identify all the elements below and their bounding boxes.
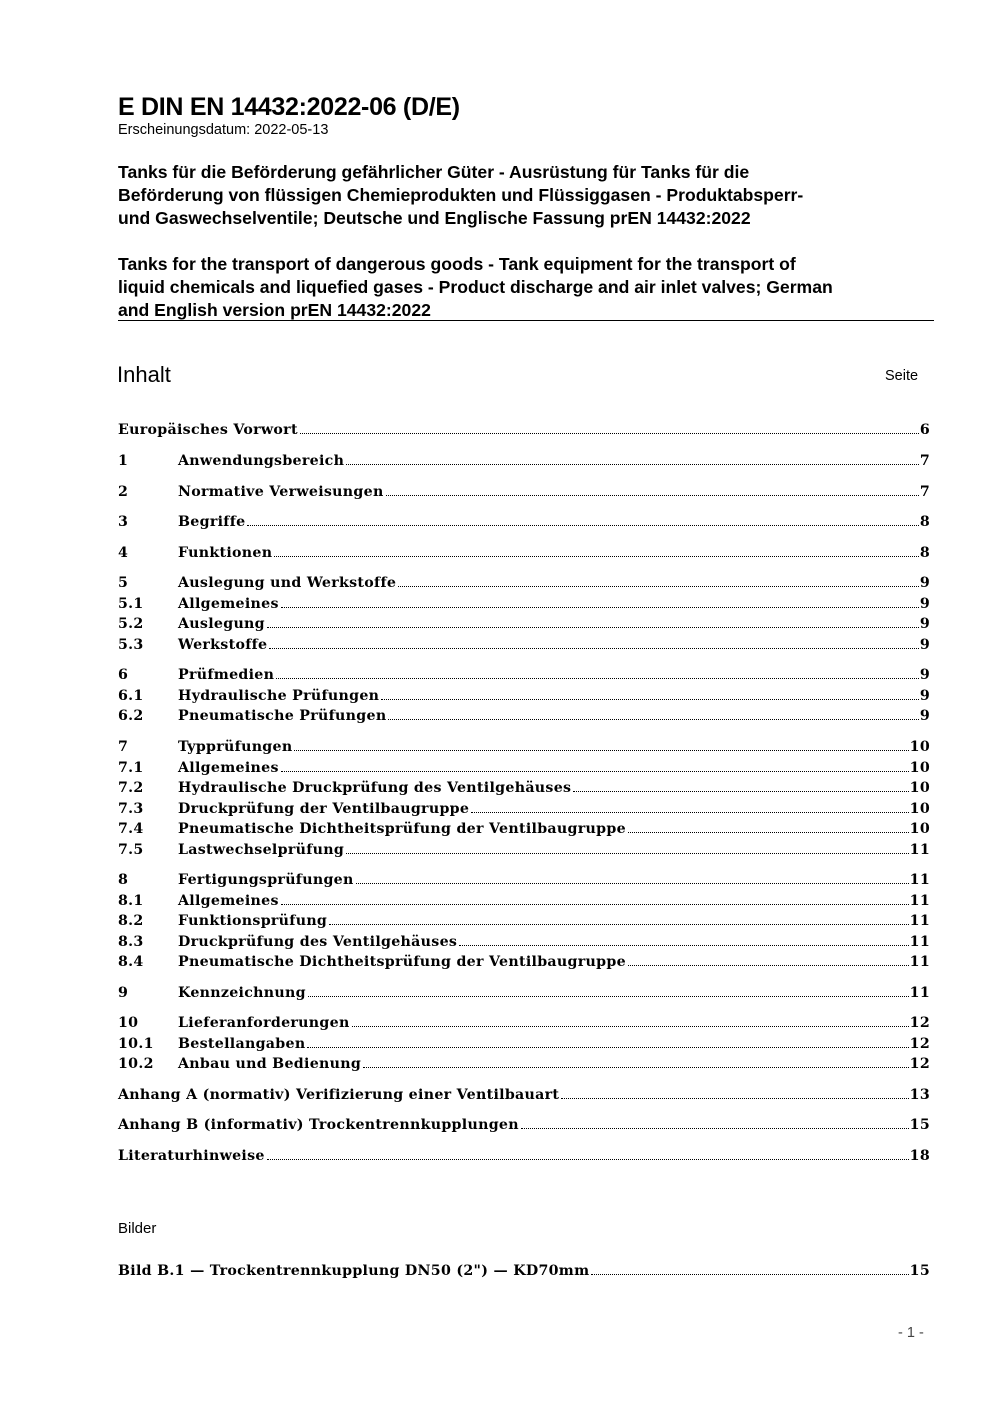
title-german	[118, 161, 938, 230]
toc-dot-leader	[356, 883, 909, 884]
figure-dot-leader	[591, 1274, 908, 1275]
toc-entry-page: 13	[909, 1087, 930, 1103]
toc-entry-title: Kennzeichnung	[178, 985, 306, 1001]
toc-entry-title: Allgemeines	[178, 893, 279, 909]
toc-entry[interactable]	[118, 447, 930, 469]
toc-entry-title: Allgemeines	[178, 760, 279, 776]
toc-entry[interactable]	[118, 887, 930, 909]
toc-entry-title: Druckprüfung der Ventilbaugruppe	[178, 801, 470, 817]
toc-entry-page: 11	[909, 893, 930, 909]
title-divider	[118, 320, 934, 321]
publication-date: Erscheinungsdatum: 2022-05-13	[118, 122, 329, 138]
toc-heading: Inhalt	[117, 362, 171, 387]
toc-entry-title: Typprüfungen	[178, 739, 293, 755]
toc-entry[interactable]	[118, 774, 930, 796]
toc-dot-leader	[281, 904, 909, 905]
toc-dot-leader	[267, 627, 919, 628]
toc-entry[interactable]	[118, 702, 930, 724]
toc-entry-number: 7	[118, 739, 129, 755]
toc-entry-page: 10	[909, 821, 930, 837]
toc-entry-title: Begriffe	[178, 514, 246, 530]
toc-entry[interactable]	[118, 416, 930, 438]
toc-dot-leader	[471, 812, 908, 813]
toc-entry-number: 7.2	[118, 780, 144, 796]
toc-dot-leader	[386, 495, 919, 496]
toc-entry[interactable]	[118, 508, 930, 530]
title-english-line: Tanks for the transport of dangerous goods - Tank equipment for the transport of	[118, 254, 796, 274]
toc-entry[interactable]	[118, 1009, 930, 1031]
toc-dot-leader	[521, 1128, 909, 1129]
toc-entry-title: Hydraulische Prüfungen	[178, 688, 380, 704]
toc-entry-number: 6.1	[118, 688, 144, 704]
toc-entry-title: Lieferanforderungen	[178, 1015, 350, 1031]
toc-entry[interactable]	[118, 661, 930, 683]
toc-entry-number: 2	[118, 484, 129, 500]
toc-entry[interactable]	[118, 733, 930, 755]
toc-entry-title: Pneumatische Prüfungen	[178, 708, 387, 724]
title-english-line: liquid chemicals and liquefied gases - Product discharge and air inlet valves; German	[118, 277, 833, 297]
title-english-line: and English version prEN 14432:2022	[118, 300, 431, 320]
toc-entry-page: 11	[909, 934, 930, 950]
toc-dot-leader	[294, 750, 908, 751]
toc-dot-leader	[346, 853, 909, 854]
toc-entry[interactable]	[118, 754, 930, 776]
toc-entry-page: 11	[909, 872, 930, 888]
toc-entry-page: 9	[919, 708, 930, 724]
toc-entry-title: Pneumatische Dichtheitsprüfung der Ventilbaugruppe	[178, 821, 626, 837]
toc-entry[interactable]	[118, 539, 930, 561]
toc-entry[interactable]	[118, 948, 930, 970]
toc-entry[interactable]	[118, 1111, 930, 1133]
toc-entry-number: 5.2	[118, 616, 144, 632]
toc-entry-title: Hydraulische Druckprüfung des Ventilgehäuses	[178, 780, 572, 796]
toc-dot-leader	[274, 556, 918, 557]
toc-page-column-label: Seite	[885, 368, 919, 384]
toc-entry-number: 7.3	[118, 801, 144, 817]
toc-entry-page: 7	[919, 453, 930, 469]
toc-entry-page: 18	[909, 1148, 930, 1164]
toc-entry[interactable]	[118, 478, 930, 500]
toc-entry-page: 12	[909, 1056, 930, 1072]
toc-entry-page: 15	[909, 1117, 930, 1133]
toc-entry-title: Anhang B (informativ) Trockentrennkupplungen	[118, 1117, 519, 1133]
toc-entry[interactable]	[118, 1142, 930, 1164]
toc-dot-leader	[307, 1047, 908, 1048]
toc-entry-title: Anhang A (normativ) Verifizierung einer Ventilbauart	[118, 1087, 560, 1103]
toc-entry[interactable]	[118, 795, 930, 817]
toc-entry-number: 5	[118, 575, 129, 591]
figure-entry-title: Bild B.1 — Trockentrennkupplung DN50 (2") — KD70mm	[118, 1263, 590, 1279]
toc-dot-leader	[352, 1026, 909, 1027]
toc-entry-title: Allgemeines	[178, 596, 279, 612]
toc-entry-title: Europäisches Vorwort	[118, 422, 298, 438]
toc-entry[interactable]	[118, 1030, 930, 1052]
toc-entry-page: 9	[919, 667, 930, 683]
toc-entry-title: Auslegung	[178, 616, 265, 632]
toc-entry-number: 4	[118, 545, 129, 561]
toc-entry-number: 7.5	[118, 842, 144, 858]
toc-entry-page: 12	[909, 1015, 930, 1031]
toc-entry-number: 7.4	[118, 821, 144, 837]
toc-dot-leader	[247, 525, 918, 526]
toc-entry-number: 5.3	[118, 637, 144, 653]
toc-entry-page: 9	[919, 688, 930, 704]
document-title: E DIN EN 14432:2022-06 (D/E)	[118, 93, 460, 121]
toc-dot-leader	[300, 433, 919, 434]
toc-entry-number: 8.2	[118, 913, 144, 929]
toc-entry-title: Auslegung und Werkstoffe	[178, 575, 397, 591]
toc-entry-page: 9	[919, 616, 930, 632]
toc-entry-title: Werkstoffe	[178, 637, 268, 653]
toc-entry-page: 9	[919, 575, 930, 591]
figure-entry-page: 15	[909, 1263, 930, 1279]
title-german-line: Beförderung von flüssigen Chemieprodukten und Flüssiggasen - Produktabsperr-	[118, 185, 804, 205]
toc-entry-number: 8	[118, 872, 129, 888]
toc-dot-leader	[269, 648, 918, 649]
toc-entry-page: 11	[909, 985, 930, 1001]
toc-entry-title: Bestellangaben	[178, 1036, 306, 1052]
toc-entry[interactable]	[118, 569, 930, 591]
toc-dot-leader	[561, 1098, 908, 1099]
toc-entry-title: Lastwechselprüfung	[178, 842, 345, 858]
toc-dot-leader	[281, 771, 909, 772]
toc-dot-leader	[628, 832, 909, 833]
toc-entry-page: 8	[919, 545, 930, 561]
toc-entry[interactable]	[118, 610, 930, 632]
toc-dot-leader	[267, 1159, 909, 1160]
toc-entry-number: 10	[118, 1015, 139, 1031]
toc-entry-title: Fertigungsprüfungen	[178, 872, 354, 888]
toc-dot-leader	[329, 924, 909, 925]
toc-dot-leader	[381, 699, 919, 700]
toc-entry-title: Anwendungsbereich	[178, 453, 345, 469]
toc-entry-number: 3	[118, 514, 129, 530]
toc-entry[interactable]	[118, 907, 930, 929]
toc-entry-number: 10.1	[118, 1036, 154, 1052]
title-german-line: und Gaswechselventile; Deutsche und Englische Fassung prEN 14432:2022	[118, 208, 751, 228]
toc-entry-page: 7	[919, 484, 930, 500]
toc-entry[interactable]	[118, 928, 930, 950]
toc-entry-number: 10.2	[118, 1056, 154, 1072]
toc-entry-title: Funktionen	[178, 545, 273, 561]
toc-entry-number: 8.4	[118, 954, 144, 970]
toc-entry-page: 9	[919, 637, 930, 653]
toc-entry-number: 7.1	[118, 760, 144, 776]
toc-entry-number: 1	[118, 453, 129, 469]
toc-entry[interactable]	[118, 979, 930, 1001]
toc-entry-number: 9	[118, 985, 129, 1001]
title-english	[118, 253, 938, 322]
toc-dot-leader	[363, 1067, 909, 1068]
toc-entry-title: Literaturhinweise	[118, 1148, 265, 1164]
toc-dot-leader	[459, 945, 908, 946]
toc-dot-leader	[628, 965, 909, 966]
toc-entry-number: 8.3	[118, 934, 144, 950]
toc-dot-leader	[346, 464, 919, 465]
figures-heading: Bilder	[118, 1220, 157, 1237]
toc-entry-title: Pneumatische Dichtheitsprüfung der Ventilbaugruppe	[178, 954, 626, 970]
toc-entry[interactable]	[118, 1081, 930, 1103]
toc-entry-number: 6	[118, 667, 129, 683]
toc-entry[interactable]	[118, 815, 930, 837]
toc-entry[interactable]	[118, 590, 930, 612]
toc-dot-leader	[281, 607, 919, 608]
toc-entry-title: Druckprüfung des Ventilgehäuses	[178, 934, 458, 950]
toc-entry-number: 5.1	[118, 596, 144, 612]
toc-dot-leader	[573, 791, 908, 792]
toc-entry[interactable]	[118, 1050, 930, 1072]
toc-entry[interactable]	[118, 866, 930, 888]
toc-entry[interactable]	[118, 836, 930, 858]
toc-entry-page: 11	[909, 913, 930, 929]
toc-entry-number: 8.1	[118, 893, 144, 909]
toc-entry-page: 10	[909, 780, 930, 796]
toc-entry-title: Funktionsprüfung	[178, 913, 328, 929]
toc-entry-page: 11	[909, 842, 930, 858]
toc-dot-leader	[398, 586, 919, 587]
toc-entry-page: 10	[909, 760, 930, 776]
figure-entry[interactable]	[118, 1257, 930, 1279]
toc-entry-page: 6	[919, 422, 930, 438]
toc-entry-number: 6.2	[118, 708, 144, 724]
toc-entry-page: 10	[909, 739, 930, 755]
toc-dot-leader	[388, 719, 918, 720]
toc-entry-page: 12	[909, 1036, 930, 1052]
toc-entry-title: Anbau und Bedienung	[178, 1056, 362, 1072]
toc-entry-page: 10	[909, 801, 930, 817]
toc-entry-title: Normative Verweisungen	[178, 484, 384, 500]
toc-entry-page: 8	[919, 514, 930, 530]
toc-entry-page: 11	[909, 954, 930, 970]
title-german-line: Tanks für die Beförderung gefährlicher Güter - Ausrüstung für Tanks für die	[118, 162, 750, 182]
toc-entry-title: Prüfmedien	[178, 667, 275, 683]
toc-dot-leader	[308, 996, 909, 997]
toc-entry-page: 9	[919, 596, 930, 612]
page-number: - 1 -	[898, 1325, 924, 1341]
toc-entry[interactable]	[118, 682, 930, 704]
toc-dot-leader	[276, 678, 919, 679]
toc-entry[interactable]	[118, 631, 930, 653]
